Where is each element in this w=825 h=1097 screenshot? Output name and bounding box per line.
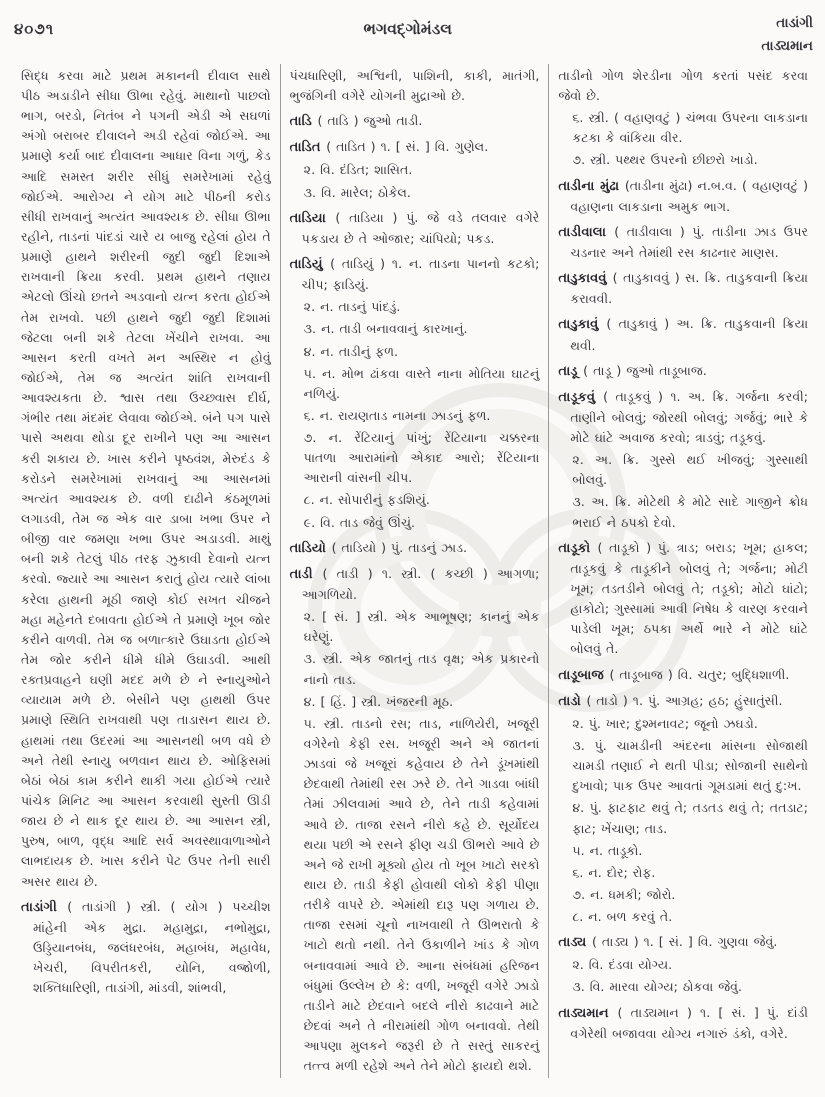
dictionary-column-3 (548, 64, 817, 1079)
entry-headword: તાડીવાલા (558, 224, 615, 240)
dictionary-column-2 (280, 64, 549, 1079)
dictionary-entry: તાડિયો ( તાડિયો ) પું. તાડનું ઝાડ. (289, 539, 467, 556)
sense-line: ૬. ન. દોર; રોફ. (572, 864, 656, 880)
entry-headword: તાડિત (289, 140, 327, 156)
sense-line: ૭. સ્ત્રી. પથ્થર ઉપરનો છીછરો ખાડો. (572, 152, 758, 168)
sense-line: ૫. સ્ત્રી. તાડનો રસ; તાડ, નાળિયેરી, ખજૂરી વગેરેનો કેફી રસ. ખજૂરી અને એ જાતનાં ઝાડવાં જે ખજૂરાં કહેવાય છે તેને ડૂંખમાંથી છેદવાથી તેમાંથી રસ ઝરે છે. તેને ગાડવા બાંધી તેમાં ઝીલવામાં આવે છે, તેને તાડી કહેવામાં આવે છે. તાજા રસને નીરો કહે છે. સૂર્યોદય થયા પછી એ રસને ફીણ ચડી ઊભરો આવે છે અને જે રાખી મૂક્યો હોય તો ખૂબ ખાટો સરકો થાય છે. તાડી કેફી હોવાથી લોકો કેફી પીણા તરીકે વાપરે છે. એમાંથી દારૂ પણ ગળાય છે. તાજા રસમાં ચૂનો નાખવાથી તે ઊભરાતો કે ખાટો થતો નથી. તેને ઉકાળીને ખાંડ કે ગોળ બનાવવામાં આવે છે. આના સંબંધમાં હરિજન બંધુમાં ઉલ્લેખ છે કે: વળી, ખજૂરી વગેરે ઝાડો તાડીને માટે છેદવાને બદલે નીરો કાઢવાને માટે છેદવાં અને તે નીરામાંથી ગોળ બનાવવો. તેથી આપણા મુલકને જરૂરી છે તે સસ્તું સાકરનું તત્ત્વ મળી રહેશે અને તેને મોટો ફાયદો થશે. (303, 715, 540, 1074)
guide-word-top: તાડાંગી (776, 15, 813, 31)
sense-line: ૪. પું. ફાટફાટ થવું તે; તડતડ થવું તે; તતડાટ; ફાટ; ખેંચાણ; તાડ. (572, 800, 809, 836)
book-title: ભગવદ્ગોમંડલ (363, 20, 452, 38)
sense-line: ૪. [ હિં. ] સ્ત્રી. ખંજરની મૂઠ. (303, 693, 454, 709)
dictionary-entry: તાડિત ( તાડિત ) ૧. [ સં. ] વિ. ગુણેલ. (289, 139, 489, 156)
sense-line: ૬. ન. રાયણતાડ નામના ઝાડનું ફળ. (303, 407, 491, 423)
running-head (0, 0, 825, 62)
entry-headword: તાડિ (289, 114, 318, 130)
entry-headword: તાડ્યમાન (558, 1005, 618, 1021)
sense-line: ૭. ન. ધમકી; જોરો. (572, 886, 676, 902)
page-number: ૪૦૭૧ (14, 20, 55, 38)
dictionary-entry: તાડીના મુંઢા (તાડીના મુંઢા) ન.બ.વ. ( વહાણવટું ) વહાણના લાકડાના અમુક ભાગ. (558, 177, 809, 214)
sense-line: ૩. વિ. મારવા યોગ્ય; ઠોકવા જેવું. (572, 979, 742, 995)
continuation-paragraph: પંચધારિણી, અશ્વિની, પાશિની, કાકી, માતંગી, ભુજંગિની વગેરે યોગની મુદ્રાઓ છે. (289, 67, 540, 104)
dictionary-entry: તાડૂકવું ( તાડૂકવું ) ૧. અ. ક્રિ. ગર્જના કરવી; તાણીને બોલવું; જોરથી બોલવું; ગર્જવું; ભારે કે મોટે ઘાંટે અવાજ કરવો; ત્રાડવું; તડૂકવું. (558, 388, 809, 446)
entry-headword: તાડુકાવવું (558, 271, 613, 287)
entry-headword: તાડૂકવું (558, 389, 604, 405)
sense-line: ૫. ન. તાડૂકો. (572, 842, 643, 858)
dictionary-entry: તાડૂકો ( તાડૂકો ) પું. ત્રાડ; બરાડ; ખૂમ; હાકલ; તાડૂકવું કે તાડૂકીને બોલવું તે; ગર્જના; મોટી ખૂમ; તડતડીને બોલવું તે; તડૂકો; મોટો ઘાંટો; હાકોટો; ગુસ્સામાં આવી નિષેધ કે વારણ કરવાને પાડેલી ખૂમ; ઠપકા અર્થે ભારે ને મોટે ઘાંટે બોલવું તે. (558, 539, 809, 657)
dictionary-entry: તાડ્યમાન ( તાડ્યમાન ) ૧. [ સં. ] પું. દાંડી વગેરેથી બજાવવા યોગ્ય નગારું ડંકો, વગેરે. (558, 1004, 808, 1041)
guide-words (761, 12, 813, 58)
continuation-paragraph: તાડીનો ગોળ શેરડીના ગોળ કરતાં પસંદ કરવા જેવો છે. (558, 67, 809, 104)
sense-line: ૭. ન. રેંટિયાનું પાંખું; રેંટિયાના ચક્કરના પાતળા આરામાંનો એકાદ આરો; રેંટિયાના આરાની વાંસની ચીપ. (303, 430, 540, 486)
sense-line: ૨. ન. તાડનું પાંદડું. (303, 299, 401, 315)
dictionary-entry: તાડૂ ( તાડૂ ) જુઓ તાડૂબાજ. (558, 362, 707, 379)
entry-headword: તાડિયા (289, 210, 336, 226)
continuation-paragraph: સિદ્ધ કરવા માટે પ્રથમ મકાનની દીવાલ સાથે પીઠ અડાડીને સીધા ઊભા રહેવું. માથાનો પાછલો ભાગ, બરડો, નિતંબ ને પગની એડી એ સઘળાં અંગો બરાબર દીવાલને અડી રહેવાં જોઈએ. આ પ્રમાણે કર્યા બાદ દીવાલના આધાર વિના ગળું, કેડ આદિ સમસ્ત શરીર સીધું સમરેખામાં રહેવું જોઈએ. આરોગ્ય ને યોગ માટે પીઠની કરોડ સીધી રાખવાનું અત્યંત આવશ્યક છે. સીધા ઊભા રહીને, તાડનાં પાંદડાં ચારે ય બાજુ રહેલાં હોય તે પ્રમાણે હાથને શરીરની જુદી જુદી દિશાએ રાખવાની ક્રિયા કરવી. પ્રથમ હાથને તણાય એટલો ઊંચો છતને અડવાનો યત્ન કરતા હોઈએ તેમ રાખવો. પછી હાથને જુદી જુદી દિશામાં જેટલા બની શકે તેટલા ખેંચીને રાખવા. આ આસન કરતી વખતે મન અસ્થિર ન હોવું જોઈએ, તેમ જ અત્યંત શાંતિ રાખવાની આવશ્યકતા છે. શ્વાસ તથા ઉચ્છ્વાસ દીર્ઘ, ગંભીર તથા મંદમંદ લેવાવા જોઈએ. બંને પગ પાસે પાસે અથવા થોડા દૂર રાખીને પણ આ આસન કરી શકાય છે. ખાસ કરીને પૃષ્ઠવંશ, મેરુદંડ કે કરોડને સમરેખામાં રાખવાનું આ આસનમાં અત્યંત આવશ્યક છે. વળી દાઢીને કંઠમૂળમાં લગાડવી, તેમ જ એક વાર ડાબા ખભા ઉપર ને બીજી વાર જમણા ખભા ઉપર અડાડવી. માથું બની શકે તેટલું પીઠ તરફ ઝુકાવી દેવાનો યત્ન કરવો. જ્યારે આ આસન કરાતું હોય ત્યારે લાંબા કરેલા હાથની મૂઠી જાણે કોઈ સખત ચીજને મહા મહેનતે દબાવતા હોઈએ તે પ્રમાણે ખૂબ જોર કરીને વાળવી. તેમ જ બળાત્કારે ઉઘાડતા હોઈએ તેમ જોર કરીને ધીમે ધીમે ઉઘાડવી. આથી રક્તપ્રવાહને ઘણી મદદ મળે છે ને સ્નાયુઓને વ્યાયામ મળે છે. બેસીને પણ હાથથી ઉપર પ્રમાણે સ્થિતિ રાખવાથી પણ તાડાસન થાય છે. હાથમાં તથા ઉદરમાં આ આસનથી બળ વધે છે અને તેથી સ્નાયુ બળવાન થાય છે. ઓફિસમાં બેઠાં બેઠાં કામ કરીને થાકી ગયા હોઈએ ત્યારે પાંચેક મિનિટ આ આસન કરવાથી સુસ્તી ઊડી જાય છે ને થાક દૂર થાય છે. આ આસન સ્ત્રી, પુરુષ, બાળ, વૃદ્ધ આદિ સર્વ અવસ્થાવાળાઓને લાભદાયક છે. ખાસ કરીને પેટ ઉપર તેની સારી અસર થાય છે. (21, 67, 271, 889)
dictionary-columns (0, 62, 825, 1079)
entry-headword: તાડી (289, 566, 323, 582)
sense-line: ૩. પું. ચામડીની અંદરના માંસના સોજાથી ચામડી તણાઈ ને થતી પીડા; સોજાની સાથેનો દુખાવો; પાક ઉપર આવતાં ગૂમડામાં થતું દુ:ખ. (572, 737, 809, 794)
entry-headword: તાડીના મુંઢા (558, 178, 625, 194)
entry-headword: તાડૂ (558, 363, 584, 379)
sense-line: ૩. અ. ક્રિ. મોટેથી કે મોટે સાદે ગાજીને ક્રોધ ભરાઈ ને ઠપકો દેવો. (572, 494, 809, 530)
sense-line: ૩. વિ. મારેલ; ઠોકેલ. (303, 184, 411, 200)
sense-line: ૨. વિ. દંડવા યોગ્ય. (572, 957, 673, 973)
sense-line: ૯. વિ. તાડ જેવું ઊંચું. (303, 514, 416, 530)
dictionary-entry: તાડૂબાજ ( તાડૂબાજ ) વિ. ચતુર; બુદ્ધિશાળી. (558, 666, 790, 683)
dictionary-entry: તાડ્ય ( તાડ્ય ) ૧. [ સં. ] વિ. ગુણવા જેવું. (558, 934, 778, 951)
sense-line: ૮. ન. સોપારીનું ફડશિયું. (303, 492, 430, 508)
sense-line: ૮. ન. બળ કરવું તે. (572, 909, 673, 925)
dictionary-entry: તાડુકાવવું ( તાડુકાવવું ) સ. ક્રિ. તાડુકવાની ક્રિયા કરાવવી. (558, 270, 809, 307)
dictionary-entry: તાડીવાલા ( તાડીવાલા ) પું. તાડીના ઝાડ ઉપર ચડનાર અને તેમાંથી રસ કાઢનાર માણસ. (558, 223, 809, 260)
sense-line: ૨. અ. ક્રિ. ગુસ્સે થઈ ખીજવું; ગુસ્સાથી બોલવું. (572, 452, 809, 488)
dictionary-entry: તાડિયા ( તાડિયા ) પું. જે વડે તલવાર વગેરે પકડાય છે તે ઓજાર; ચાંપિયો; પકડ. (289, 209, 540, 246)
guide-word-bottom: તાડ્યમાન (761, 37, 813, 54)
entry-headword: તાડૂબાજ (558, 667, 610, 683)
sense-line: ૩. ન. તાડી બનાવવાનું કારખાનું. (303, 321, 468, 337)
dictionary-entry: તાડિ ( તાડિ ) જુઓ તાડી. (289, 113, 423, 130)
dictionary-column-1 (12, 64, 280, 1079)
sense-line: ૨. વિ. દંડિત; શાસિત. (303, 162, 413, 178)
entry-headword: તાડિયું (289, 256, 331, 272)
dictionary-entry: તાડુકાવું ( તાડુકાવું ) અ. ક્રિ. તાડુકવાની ક્રિયા થવી. (558, 316, 809, 353)
sense-line: ૨. પું. ખાર; દુશ્મનાવટ; જૂનો ઝઘડો. (572, 715, 758, 731)
sense-line: ૨. [ સં. ] સ્ત્રી. એક આભૂષણ; કાનનું એક ઘરેણું. (303, 609, 540, 645)
entry-headword: તાડિયો (289, 540, 332, 556)
sense-line: ૪. ન. તાડીનું ફળ. (303, 343, 399, 359)
dictionary-entry: તાડિયું ( તાડિયું ) ૧. ન. તાડના પાનનો કટકો; ચીપ; ફાડિયું. (289, 255, 540, 293)
dictionary-entry: તાડાંગી ( તાડાંગી ) સ્ત્રી. ( યોગ ) પચ્ચીશ માંહેની એક મુદ્રા. મહામુદ્રા, નભોમુદ્રા, ઉડ્ડિયાનબંધ, જલંધરબંધ, મહાબંધ, મહાવેધ, ખેચરી, વિપરીતકરી, યોનિ, વજ્રોળી, શક્તિધારિણી, તાડાંગી, માંડવી, શાંભવી, (21, 898, 271, 996)
dictionary-entry: તાડો ( તાડો ) ૧. પું. આગ્રહ; હઠ; હુંસાતુંસી. (558, 692, 783, 709)
entry-headword: તાડ્ય (558, 935, 592, 951)
sense-line: ૩. સ્ત્રી. એક જાતનું તાડ વૃક્ષ; એક પ્રકારનો નાનો તાડ. (303, 651, 540, 687)
entry-headword: તાડૂકો (558, 540, 598, 556)
sense-line: ૫. ન. મોભ ઢાંકવા વાસ્તે નાના મોતિયા ઘાટનું નળિયું. (303, 365, 540, 401)
entry-headword: તાડુકાવું (558, 317, 607, 333)
entry-headword: તાડાંગી (21, 899, 68, 915)
entry-headword: તાડો (558, 693, 587, 709)
dictionary-entry: તાડી ( તાડી ) ૧. સ્ત્રી. ( કચ્છી ) આગળા; આગળિયો. (289, 565, 540, 603)
sense-line: ૬. સ્ત્રી. ( વહાણવટું ) ચંભવા ઉપરના લાકડાના કટકા કે વાંકિયા વીર. (572, 110, 809, 146)
